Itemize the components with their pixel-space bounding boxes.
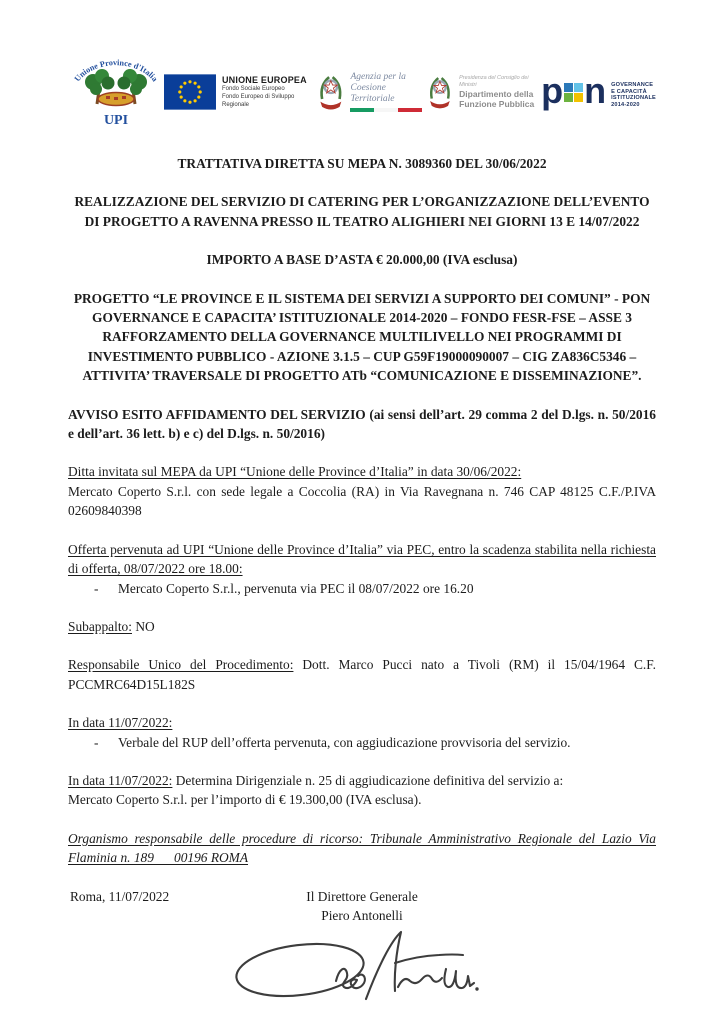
pon-squares-icon: [564, 83, 583, 102]
offer-label: Offerta pervenuta ad UPI “Unione delle Province d’Italia” via PEC, entro la scadenza stabilita nella richiesta di offerta, 08/07/2022 ore 18.00:: [68, 541, 656, 577]
italy-emblem-icon: [426, 72, 454, 112]
invited-text: Mercato Coperto S.r.l. con sede legale a Coccolia (RA) in Via Ravegnana n. 746 CAP 48125 C.F./P.IVA 02609840398: [68, 483, 656, 519]
upi-emblem-icon: [68, 52, 164, 128]
signature-icon: [228, 925, 480, 1011]
milestone-2-block: [68, 771, 656, 810]
subcontract-value: NO: [135, 618, 155, 634]
place-date: Roma, 11/07/2022: [70, 888, 170, 904]
notice-heading: AVVISO ESITO AFFIDAMENTO DEL SERVIZIO (ai sensi dell’art. 29 comma 2 del D.lgs. n. 50/2016 e dell’art. 36 lett. b) e c) del D.lgs. n. 50/2016): [68, 406, 656, 442]
agenzia-tricolor-bar: [350, 108, 422, 112]
bullet-dash-icon: -: [94, 580, 99, 596]
pon-caption-line-2: E CAPACITÀ: [611, 88, 647, 95]
eu-title: UNIONE EUROPEA: [221, 75, 307, 85]
milestone-1-bullet: [68, 733, 656, 752]
offer-bullet-text: Mercato Coperto S.r.l., pervenuta via PEC il 08/07/2022 ore 16.20: [118, 580, 474, 596]
pon-letter-p: p: [541, 70, 564, 111]
pon-letter-n: n: [584, 70, 607, 111]
milestone-2-line-1: [68, 771, 656, 790]
offer-bullet: [68, 579, 656, 598]
document-body: [68, 154, 656, 1024]
logo-agenzia-coesione: [316, 71, 427, 113]
signature-area: [68, 887, 656, 1024]
invited-label: Ditta invitata sul MEPA da UPI “Unione delle Province d’Italia” in data 30/06/2022:: [68, 464, 522, 480]
signer-role: Il Direttore Generale: [306, 888, 418, 904]
rup-label: Responsabile Unico del Procedimento:: [68, 657, 294, 673]
logo-pon: [541, 70, 656, 111]
milestone-1-label: In data 11/07/2022:: [68, 715, 173, 731]
appeal-paragraph: Organismo responsabile delle procedure di ricorso: Tribunale Amministrativo Regionale del Lazio Via Flaminia n. 189 00196 ROMA: [68, 830, 656, 866]
milestone-1-block: [68, 713, 656, 752]
subcontract-line: [68, 617, 656, 636]
project-description: PROGETTO “LE PROVINCE E IL SISTEMA DEI SERVIZI A SUPPORTO DEI COMUNI” - PON GOVERNANCE E CAPACITA’ ISTITUZIONALE 2014-2020 – FONDO FESR-FSE – ASSE 3 RAFFORZAMENTO DELLA GOVERNANCE MULTILIVELLO NEI PROGRAMMI DI INVESTIMENTO PUBBLICO - AZIONE 3.1.5 – CUP G59F19000090007 – CIG ZA836C5346 – ATTIVITA’ TRAVERSALE DI PROGETTO ATb “COMUNICAZIONE E DISSEMINAZIONE”.: [73, 290, 651, 384]
upi-acronym: UPI: [103, 113, 129, 128]
pon-caption-line-3: ISTITUZIONALE: [611, 95, 656, 101]
invited-block: [68, 462, 656, 520]
event-title: REALIZZAZIONE DEL SERVIZIO DI CATERING PER L’ORGANIZZAZIONE DELL’EVENTO DI PROGETTO A RAVENNA PRESSO IL TEATRO ALIGHIERI NEI GIORNI 13 E 14/07/2022: [74, 194, 650, 229]
eu-fund-1: Fondo Sociale Europeo: [221, 86, 285, 92]
milestone-2-label: In data 11/07/2022:: [68, 772, 173, 788]
signer-name: Piero Antonelli: [321, 907, 403, 923]
eu-flag-icon: [164, 73, 216, 111]
milestone-1-bullet-text: Verbale del RUP dell’offerta pervenuta, con aggiudicazione provvisoria del servizio.: [118, 734, 571, 750]
pon-caption: [611, 82, 656, 108]
signer-block: [236, 887, 488, 1012]
agenzia-line-2: Coesione Territoriale: [350, 83, 395, 104]
base-amount-line: IMPORTO A BASE D’ASTA € 20.000,00 (IVA esclusa): [206, 252, 518, 268]
dfp-line-2: Funzione Pubblica: [459, 99, 535, 109]
milestone-2-text2: Mercato Coperto S.r.l. per l’importo di € 19.300,00 (IVA esclusa).: [68, 792, 422, 808]
eu-fund-2: Fondo Europeo di Sviluppo Regionale: [221, 94, 295, 108]
italy-emblem-icon: [316, 71, 346, 113]
upi-arc-text: Unione Province d'Italia: [72, 58, 160, 84]
header-logos: [68, 52, 656, 132]
dfp-pcm-line: Presidenza del Consiglio dei Ministri: [459, 75, 529, 88]
milestone-2-text: Determina Dirigenziale n. 25 di aggiudicazione definitiva del servizio a:: [175, 772, 564, 788]
subcontract-label: Subappalto:: [68, 618, 132, 634]
pon-caption-line-4: 2014-2020: [611, 101, 640, 108]
pon-caption-line-1: GOVERNANCE: [611, 82, 654, 88]
negotiation-title: TRATTATIVA DIRETTA SU MEPA N. 3089360 DEL 30/06/2022: [177, 156, 547, 171]
offer-block: [68, 540, 656, 598]
logo-funzione-pubblica: [426, 72, 541, 112]
logo-eu: [164, 73, 316, 111]
dfp-line-1: Dipartimento della: [459, 89, 534, 99]
rup-text: Dott. Marco Pucci nato a Tivoli (RM) il 15/04/1964 C.F. PCCMRC64D15L182S: [68, 657, 656, 692]
bullet-dash-icon: -: [94, 734, 99, 750]
agenzia-line-1: Agenzia per la: [350, 72, 406, 82]
logo-upi: [68, 52, 164, 128]
rup-paragraph: [68, 655, 656, 694]
